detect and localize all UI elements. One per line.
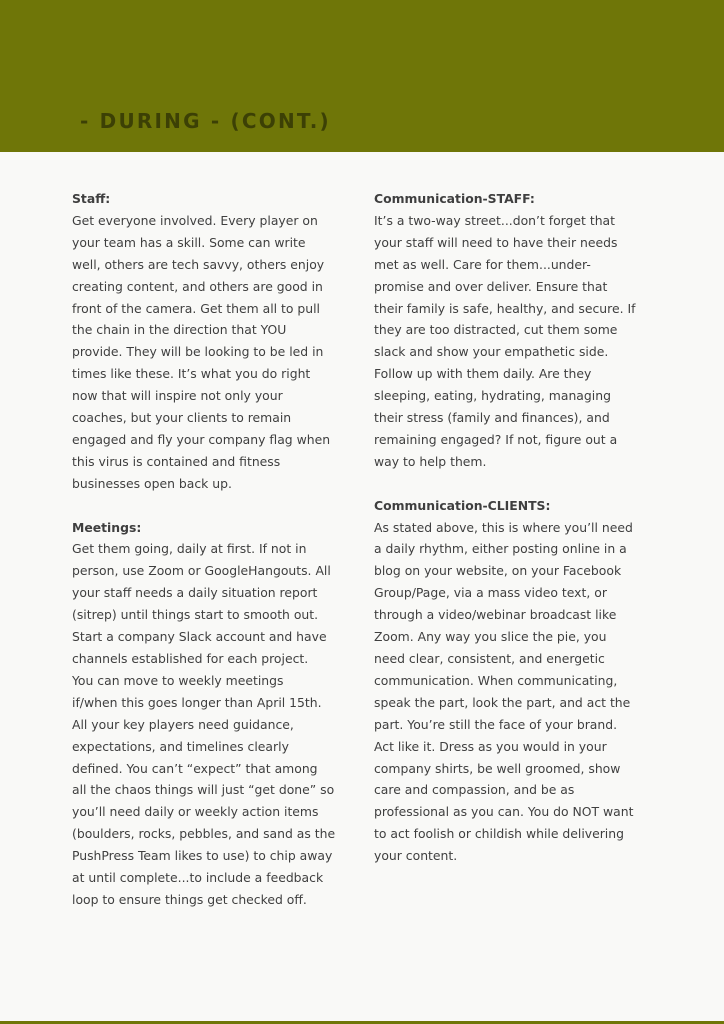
body-text-line: As stated above, this is where you’ll need <box>374 519 633 535</box>
body-text-line: loop to ensure things get checked off. <box>72 891 307 907</box>
text-section <box>374 188 658 473</box>
body-text-line: Act like it. Dress as you would in your <box>374 738 607 754</box>
body-text-line: a daily rhythm, either posting online in a <box>374 541 627 557</box>
section-heading: Communication-CLIENTS: <box>374 497 551 513</box>
body-text-line: provide. They will be looking to be led in <box>72 344 324 360</box>
body-text-line: you’ll need daily or weekly action items <box>72 804 319 820</box>
body-text-line: met as well. Care for them...under- <box>374 256 591 272</box>
left-column <box>72 188 354 933</box>
body-text-line: coaches, but your clients to remain <box>72 410 292 426</box>
text-section <box>72 188 354 495</box>
body-text-line: communication. When communicating, <box>374 672 618 688</box>
body-text-line: Group/Page, via a mass video text, or <box>374 585 607 601</box>
body-text-line: to act foolish or childish while delivering <box>374 826 624 842</box>
body-text-line: Get everyone involved. Every player on <box>72 212 318 228</box>
body-text-line: at until complete...to include a feedback <box>72 870 324 886</box>
body-text-line: your staff needs a daily situation report <box>72 585 318 601</box>
body-text-line: their stress (family and finances), and <box>374 410 610 426</box>
body-text-line: All your key players need guidance, <box>72 716 294 732</box>
text-section <box>72 517 354 911</box>
section-heading: Communication-STAFF: <box>374 191 535 206</box>
body-text-line: they are too distracted, cut them some <box>374 322 618 338</box>
body-text-line: your content. <box>374 848 458 864</box>
body-text-line: Follow up with them daily. Are they <box>374 366 592 382</box>
body-text-line: Zoom. Any way you slice the pie, you <box>374 629 607 645</box>
section-heading: Meetings: <box>72 519 142 535</box>
body-text-line: It’s a two-way street...don’t forget that <box>374 212 616 228</box>
section-heading: Staff: <box>72 191 111 206</box>
body-text-line: sleeping, eating, hydrating, managing <box>374 388 611 404</box>
body-text-line: now that will inspire not only your <box>72 388 283 404</box>
body-text-line: slack and show your empathetic side. <box>374 344 609 360</box>
body-text-line: way to help them. <box>374 453 487 469</box>
body-text-line: company shirts, be well groomed, show <box>374 760 621 776</box>
body-text-line: promise and over deliver. Ensure that <box>374 278 608 294</box>
right-column <box>374 188 658 889</box>
body-text-line: part. You’re still the face of your brand. <box>374 716 618 732</box>
body-text-line: speak the part, look the part, and act the <box>374 694 631 710</box>
body-text-line: through a video/webinar broadcast like <box>374 607 617 623</box>
body-text-line: PushPress Team likes to use) to chip away <box>72 848 333 864</box>
body-text-line: times like these. It’s what you do right <box>72 366 311 382</box>
body-text-line: defined. You can’t “expect” that among <box>72 760 318 776</box>
body-text-line: You can move to weekly meetings <box>72 672 284 688</box>
body-text-line: Get them going, daily at first. If not in <box>72 541 307 557</box>
body-text-line: if/when this goes longer than April 15th. <box>72 694 322 710</box>
body-text-line: (boulders, rocks, pebbles, and sand as the <box>72 826 336 842</box>
text-section <box>374 495 658 867</box>
page-title: - DURING - (CONT.) <box>80 109 331 133</box>
body-text-line: front of the camera. Get them all to pull <box>72 300 320 316</box>
body-text-line: professional as you can. You do NOT want <box>374 804 634 820</box>
body-text-line: all the chaos things will just “get done” so <box>72 782 335 798</box>
body-text-line: care and compassion, and be as <box>374 782 575 798</box>
body-text-line: blog on your website, on your Facebook <box>374 563 622 579</box>
body-text-line: your staff will need to have their needs <box>374 234 618 250</box>
body-text-line: engaged and fly your company flag when <box>72 431 331 447</box>
body-text-line: the chain in the direction that YOU <box>72 322 287 338</box>
body-text-line: need clear, consistent, and energetic <box>374 651 605 667</box>
body-text-line: this virus is contained and fitness <box>72 453 281 469</box>
body-text-line: (sitrep) until things start to smooth out. <box>72 607 319 623</box>
body-text-line: remaining engaged? If not, figure out a <box>374 431 618 447</box>
body-text-line: Start a company Slack account and have <box>72 629 327 645</box>
body-text-line: expectations, and timelines clearly <box>72 738 289 754</box>
body-text-line: their family is safe, healthy, and secure. If <box>374 300 636 316</box>
body-text-line: your team has a skill. Some can write <box>72 234 306 250</box>
body-text-line: well, others are tech savvy, others enjoy <box>72 256 325 272</box>
header-banner <box>0 0 724 152</box>
body-text-line: businesses open back up. <box>72 475 232 491</box>
body-text-line: person, use Zoom or GoogleHangouts. All <box>72 563 331 579</box>
body-text-line: channels established for each project. <box>72 651 309 667</box>
body-text-line: creating content, and others are good in <box>72 278 323 294</box>
